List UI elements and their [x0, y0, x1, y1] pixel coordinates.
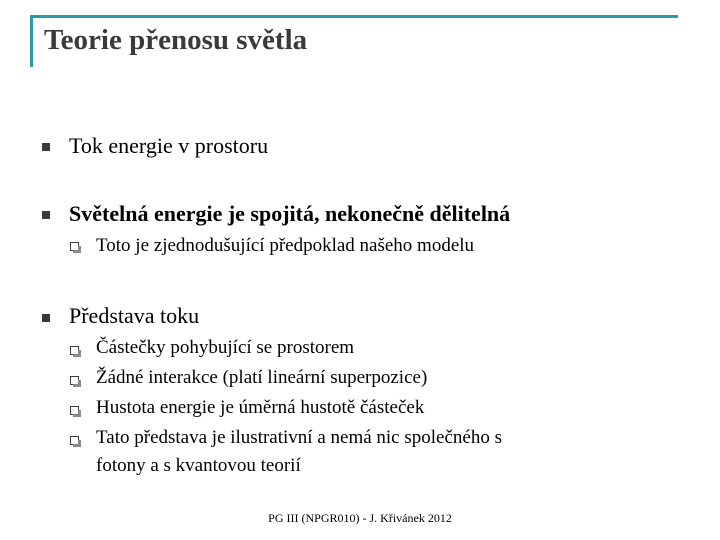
bullet-3: Představa toku [69, 303, 200, 328]
slide-title: Teorie přenosu světla [44, 24, 308, 56]
title-frame-left-bar [30, 15, 33, 67]
hollow-square-bullet-icon [70, 242, 79, 251]
square-bullet-icon [42, 314, 50, 322]
hollow-square-bullet-icon [70, 376, 79, 385]
sub-bullet-3-1: Částečky pohybující se prostorem [96, 337, 355, 358]
sub-bullet-3-4-continuation: fotony a s kvantovou teorií [96, 455, 301, 476]
sub-bullet-3-4: Tato představa je ilustrativní a nemá nic společného s [96, 427, 502, 448]
bullet-1: Tok energie v prostoru [69, 133, 269, 158]
slide-footer: PG III (NPGR010) - J. Křivánek 2012 [268, 511, 452, 525]
sub-bullet-2-1: Toto je zjednodušující předpoklad našeho modelu [96, 235, 475, 256]
square-bullet-icon [42, 143, 50, 151]
square-bullet-icon [42, 211, 50, 219]
hollow-square-bullet-icon [70, 346, 79, 355]
bullet-2: Světelná energie je spojitá, nekonečně dělitelná [69, 201, 511, 226]
title-frame-top-bar [30, 15, 678, 18]
hollow-square-bullet-icon [70, 436, 79, 445]
sub-bullet-3-3: Hustota energie je úměrná hustotě částeček [96, 397, 425, 418]
sub-bullet-3-2: Žádné interakce (platí lineární superpozice) [96, 367, 428, 388]
hollow-square-bullet-icon [70, 406, 79, 415]
